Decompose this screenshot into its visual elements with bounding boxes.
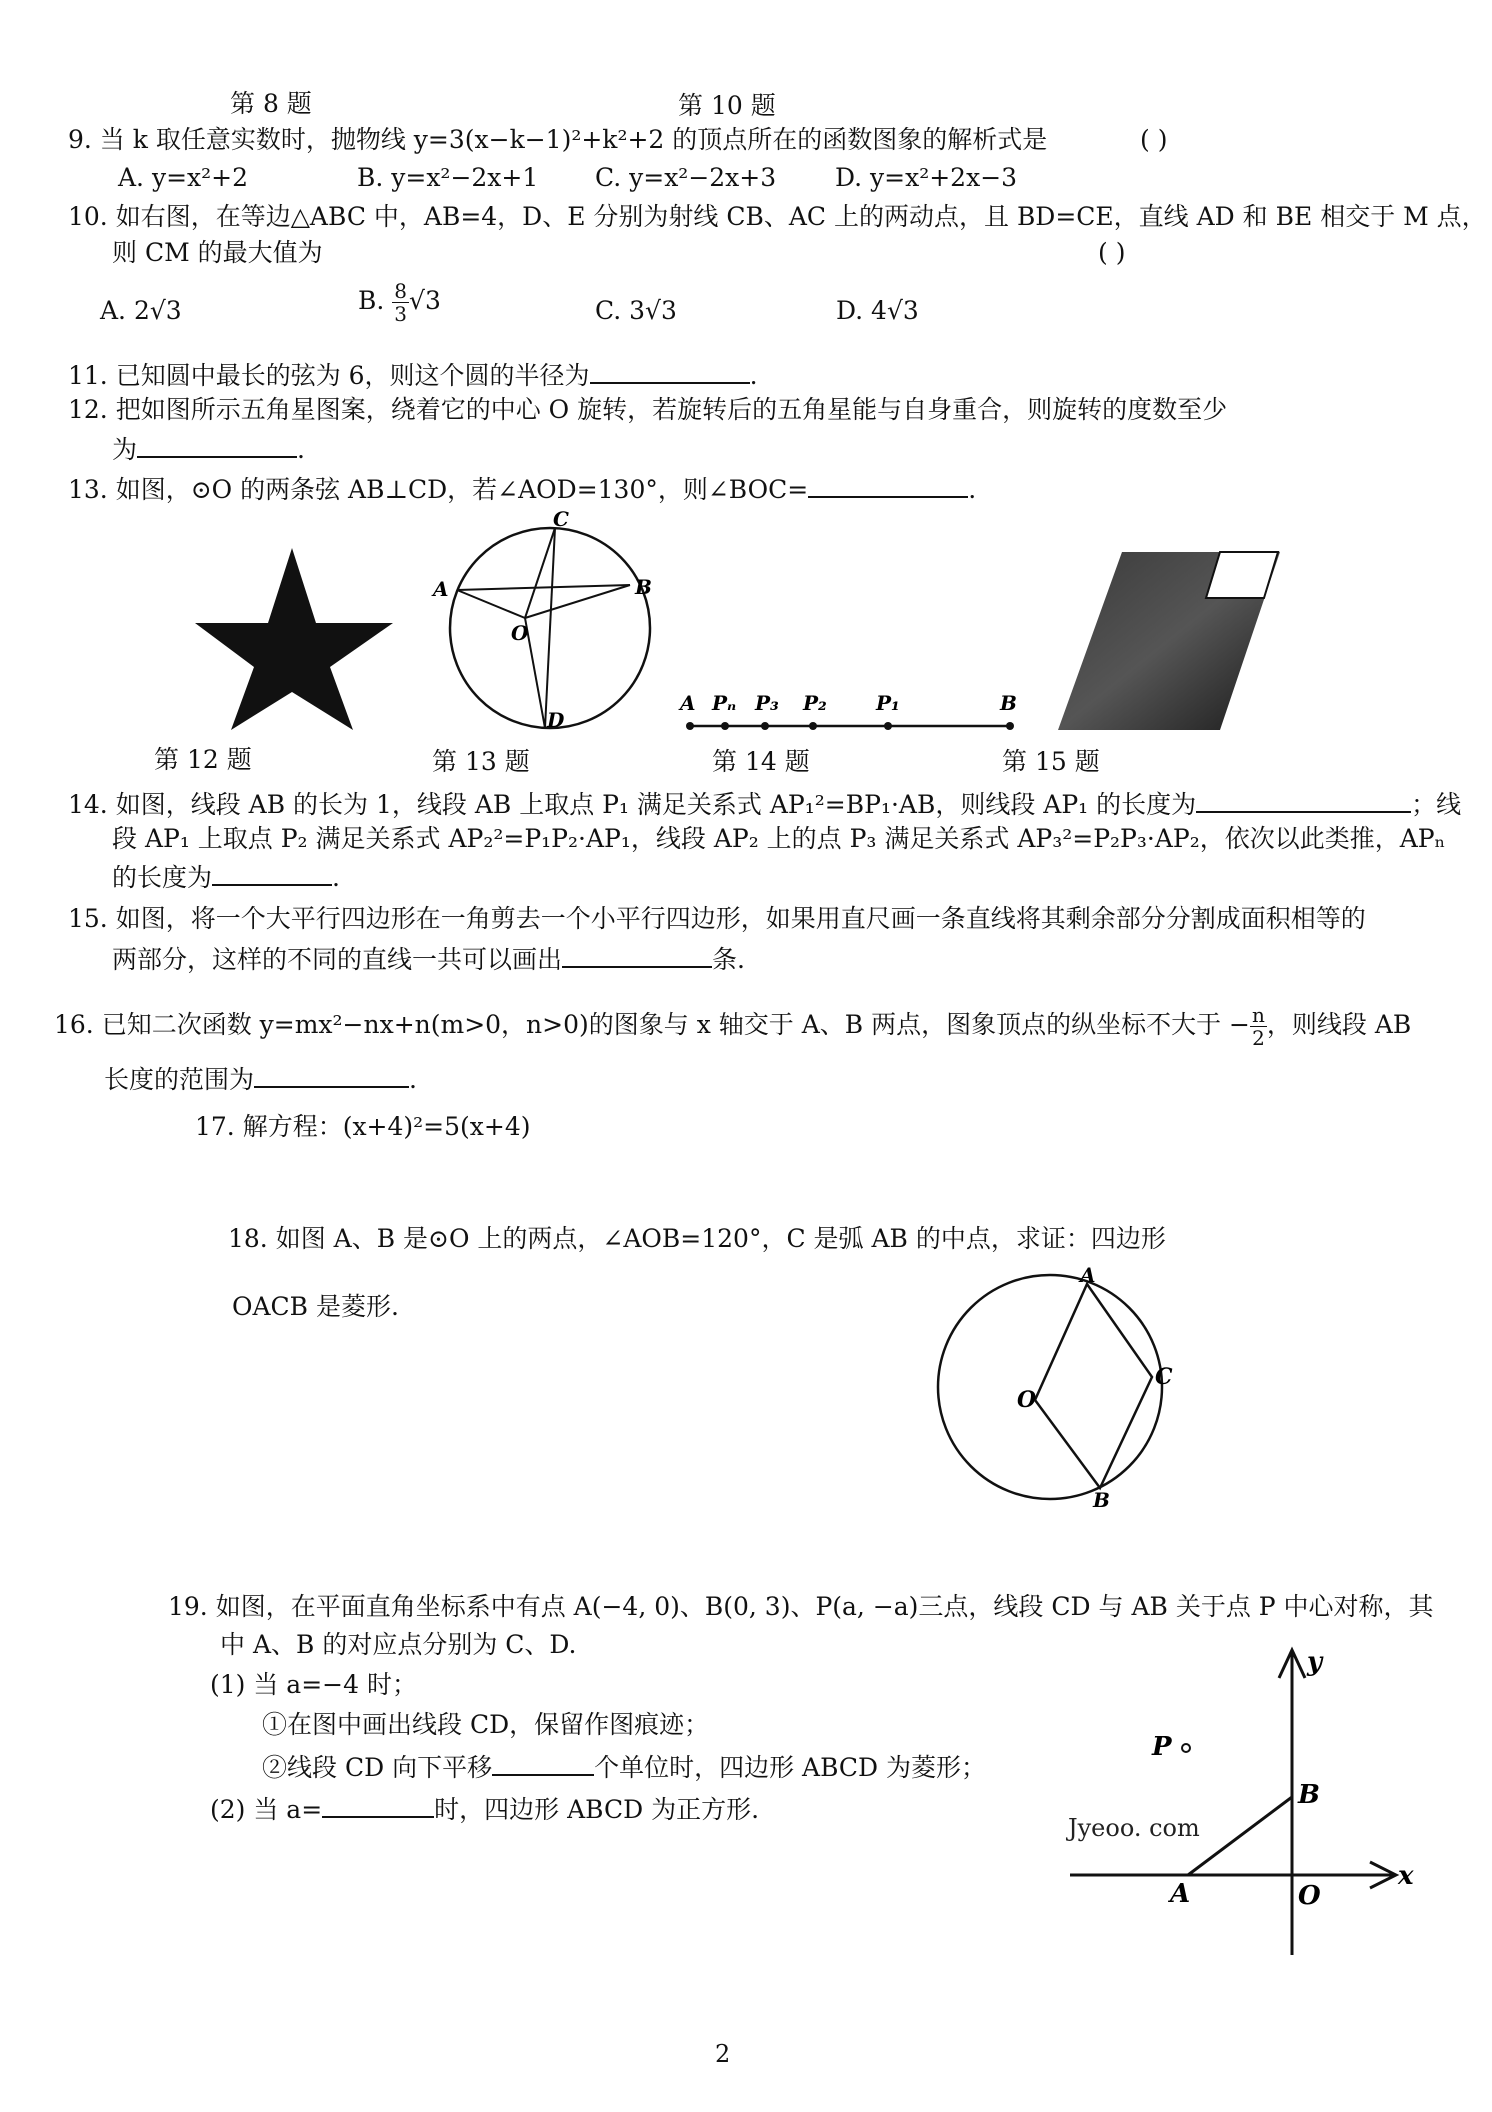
- caption-fig14: 第 14 题: [712, 747, 810, 776]
- q11-text: [68, 356, 758, 393]
- q16-fraction-denominator: 2: [1252, 1026, 1265, 1050]
- q14-line3: [112, 858, 340, 895]
- label-pn: Pₙ: [712, 691, 737, 715]
- point-p2: [809, 722, 817, 730]
- label-p1: P₁: [876, 691, 900, 715]
- q19-line6: [210, 1790, 759, 1827]
- q12-line1: 12. 把如图所示五角星图案，绕着它的中心 O 旋转，若旋转后的五角星能与自身重合，则旋转的度数至少: [68, 395, 1228, 424]
- q10-option-c: C. 3√3: [595, 296, 677, 325]
- figure-13-circle: [425, 510, 665, 740]
- caption-fig12: 第 12 题: [154, 745, 252, 774]
- q16-end: .: [409, 1065, 417, 1094]
- q16-line2: [104, 1060, 417, 1097]
- q12-line2: [112, 430, 305, 467]
- q10-option-b-tail: √3: [409, 286, 441, 315]
- label-b: B: [1093, 1488, 1110, 1512]
- q10-option-b-label: B.: [358, 286, 385, 315]
- caption-fig8: 第 8 题: [230, 89, 312, 118]
- label-o: O: [1017, 1387, 1037, 1413]
- q18-line2: OACB 是菱形.: [232, 1292, 399, 1321]
- q15-line1: 15. 如图，将一个大平行四边形在一角剪去一个小平行四边形，如果用直尺画一条直线将其剩余部分分割成面积相等的: [68, 904, 1366, 933]
- label-c: C: [553, 510, 569, 531]
- label-a: A: [680, 691, 696, 715]
- q11-answer-blank[interactable]: [590, 356, 750, 384]
- q15-end: 条.: [712, 945, 745, 974]
- q12-end: .: [297, 435, 305, 464]
- point-p1: [884, 722, 892, 730]
- label-a: A: [1080, 1263, 1096, 1287]
- figure-14-segment: [670, 690, 1030, 738]
- q10-line2: 则 CM 的最大值为: [112, 238, 323, 267]
- q14-line2: 段 AP₁ 上取点 P₂ 满足关系式 AP₂²=P₁P₂·AP₁，线段 AP₂ 上的点 P₃ 满足关系式 AP₃²=P₂P₃·AP₂，依次以此类推，APₙ: [112, 824, 1446, 853]
- q19-line1: 19. 如图，在平面直角坐标系中有点 A(−4, 0)、B(0, 3)、P(a, −a)三点，线段 CD 与 AB 关于点 P 中心对称，其: [168, 1592, 1434, 1621]
- q14-line3-text: 的长度为: [112, 863, 213, 892]
- point-b: [1006, 722, 1014, 730]
- q15-answer-blank[interactable]: [562, 940, 712, 968]
- q15-line2-text: 两部分，这样的不同的直线一共可以画出: [112, 945, 563, 974]
- watermark-text: Jyeoo. com: [1068, 1814, 1200, 1842]
- label-p2: P₂: [803, 691, 827, 715]
- caption-fig15: 第 15 题: [1002, 747, 1100, 776]
- q16-line1-text: 16. 已知二次函数 y=mx²−nx+n(m>0，n>0)的图象与 x 轴交于 A、B 两点，图象顶点的纵坐标不大于 −: [54, 1010, 1250, 1039]
- radius-oa: [457, 590, 525, 618]
- q14-end: .: [332, 863, 340, 892]
- label-p: P: [1152, 1732, 1172, 1762]
- label-c: C: [1155, 1364, 1173, 1390]
- q14-answer-blank-1[interactable]: [1196, 785, 1411, 813]
- segment-ab: [1188, 1797, 1292, 1875]
- q10-option-b: [358, 280, 441, 325]
- q12-answer-blank[interactable]: [137, 430, 297, 458]
- figure-12-star: [195, 545, 395, 735]
- q16-fraction: [1250, 1004, 1267, 1049]
- q10-option-b-denominator: 3: [394, 302, 408, 326]
- label-b: B: [635, 575, 652, 599]
- caption-fig10: 第 10 题: [678, 91, 776, 120]
- star-shape: [195, 548, 393, 730]
- q9-paren: ( ): [1140, 125, 1168, 154]
- figure-18-circle-rhombus: [925, 1262, 1185, 1512]
- q14-line1-text: 14. 如图，线段 AB 的长为 1，线段 AB 上取点 P₁ 满足关系式 AP₁²=BP₁·AB，则线段 AP₁ 的长度为: [68, 790, 1197, 819]
- q10-option-b-fraction: [392, 280, 409, 325]
- q9-option-a: A. y=x²+2: [118, 163, 248, 192]
- q13-text: [68, 470, 976, 507]
- chord-ab: [457, 585, 630, 590]
- q19-answer-blank-2[interactable]: [322, 1790, 434, 1818]
- q18-line1: 18. 如图 A、B 是⊙O 上的两点，∠AOB=120°，C 是弧 AB 的中点，求证：四边形: [228, 1224, 1166, 1253]
- q19-line5: [262, 1748, 986, 1785]
- label-b: B: [1298, 1780, 1320, 1810]
- q11-stem: 11. 已知圆中最长的弦为 6，则这个圆的半径为: [68, 361, 590, 390]
- q19-answer-blank-1[interactable]: [492, 1748, 594, 1776]
- q16-fraction-numerator: n: [1251, 1003, 1265, 1027]
- q14-answer-blank-2[interactable]: [212, 858, 332, 886]
- chord-cd: [545, 528, 555, 728]
- q9-stem: 9. 当 k 取任意实数时，抛物线 y=3(x−k−1)²+k²+2 的顶点所在的函数图象的解析式是: [68, 125, 1048, 154]
- q9-option-c: C. y=x²−2x+3: [595, 163, 777, 192]
- point-p3: [761, 722, 769, 730]
- q16-line2-text: 长度的范围为: [104, 1065, 255, 1094]
- label-a: A: [433, 577, 449, 601]
- q16-line1-tail: ，则线段 AB: [1266, 1010, 1412, 1039]
- q19-line4: ①在图中画出线段 CD，保留作图痕迹；: [262, 1710, 710, 1739]
- q13-stem: 13. 如图，⊙O 的两条弦 AB⊥CD，若∠AOD=130°，则∠BOC=: [68, 475, 809, 504]
- point-pn: [721, 722, 729, 730]
- q10-line1: 10. 如右图，在等边△ABC 中，AB=4，D、E 分别为射线 CB、AC 上的两动点，且 BD=CE，直线 AD 和 BE 相交于 M 点，: [68, 202, 1487, 231]
- label-o: O: [1298, 1881, 1321, 1911]
- q17-text: 17. 解方程：(x+4)²=5(x+4): [195, 1112, 531, 1141]
- label-x: x: [1398, 1861, 1414, 1891]
- q19-line6-tail: 时，四边形 ABCD 为正方形.: [434, 1795, 760, 1824]
- point-a: [686, 722, 694, 730]
- q14-line1-tail: ；线: [1411, 790, 1462, 819]
- q19-line5-text: ②线段 CD 向下平移: [262, 1753, 493, 1782]
- q10-paren: ( ): [1098, 238, 1126, 267]
- caption-fig13: 第 13 题: [432, 747, 530, 776]
- figure-15-parallelogram: [1050, 548, 1290, 738]
- page-number: 2: [715, 2040, 731, 2068]
- q9-option-b: B. y=x²−2x+1: [357, 163, 539, 192]
- q10-option-a: A. 2√3: [100, 296, 182, 325]
- q13-end: .: [968, 475, 977, 504]
- label-o: O: [511, 621, 529, 645]
- q11-end: .: [749, 361, 758, 390]
- q15-line2: [112, 940, 745, 977]
- label-b: B: [1000, 691, 1017, 715]
- label-y: y: [1307, 1647, 1323, 1677]
- q14-line1: [68, 785, 1461, 822]
- q9-option-d: D. y=x²+2x−3: [835, 163, 1018, 192]
- q13-answer-blank[interactable]: [808, 470, 968, 498]
- q19-line2: 中 A、B 的对应点分别为 C、D.: [220, 1630, 577, 1659]
- q16-line1: [54, 1004, 1411, 1049]
- q12-line2-text: 为: [112, 435, 138, 464]
- label-a: A: [1170, 1879, 1191, 1909]
- point-p: [1182, 1744, 1190, 1752]
- q10-option-b-numerator: 8: [394, 279, 408, 303]
- figure-19-coordinate-plane: [1060, 1640, 1420, 1970]
- q19-line5-tail: 个单位时，四边形 ABCD 为菱形；: [594, 1753, 987, 1782]
- q19-line3: (1) 当 a=−4 时；: [210, 1670, 417, 1699]
- q19-line6-text: (2) 当 a=: [210, 1795, 323, 1824]
- radius-ob: [525, 585, 630, 618]
- label-d: D: [547, 708, 565, 732]
- q16-answer-blank[interactable]: [254, 1060, 409, 1088]
- label-p3: P₃: [755, 691, 779, 715]
- q10-option-d: D. 4√3: [836, 296, 919, 325]
- circle-o: [938, 1275, 1162, 1499]
